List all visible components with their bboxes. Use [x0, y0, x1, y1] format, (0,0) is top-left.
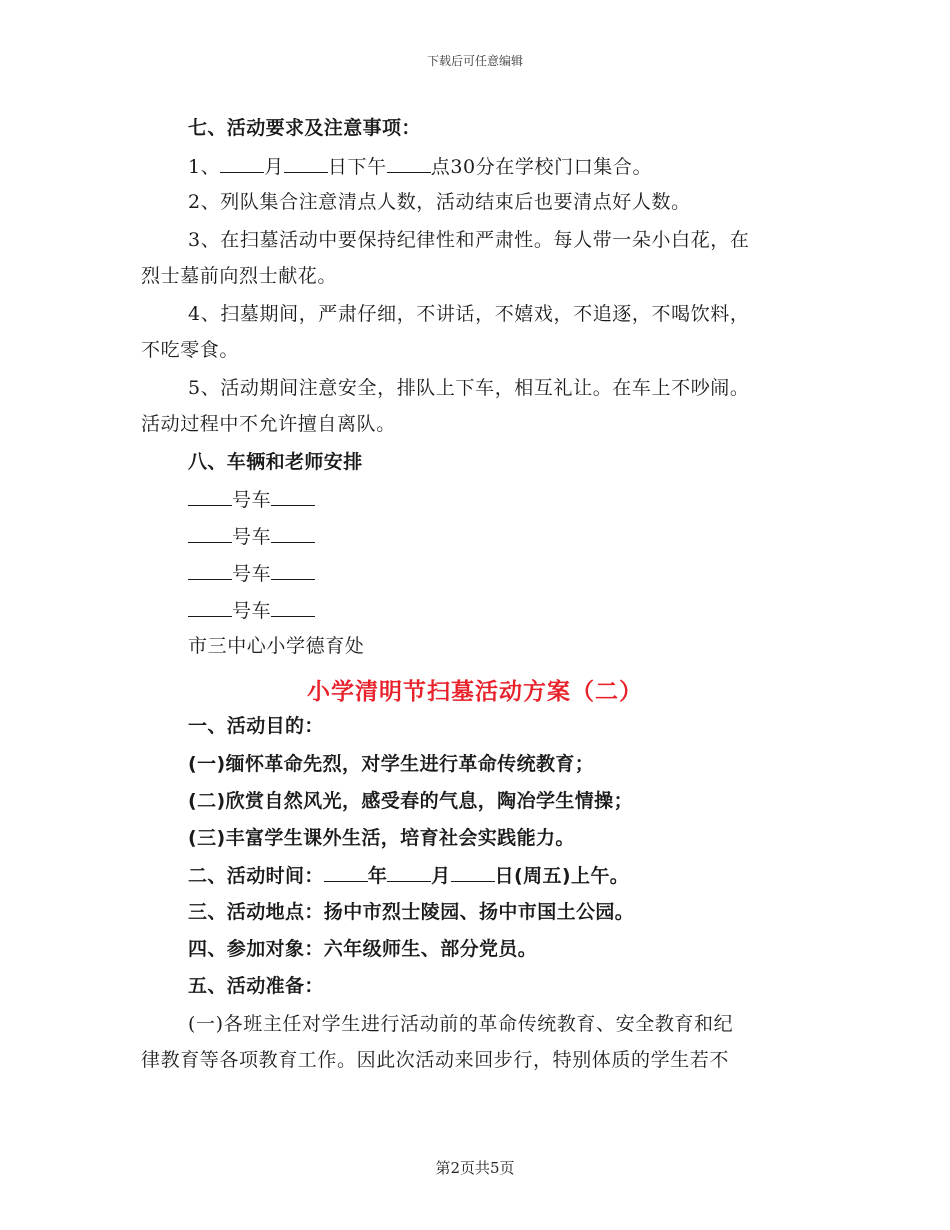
page-footer: 第2页共5页 — [435, 1159, 515, 1177]
car-label: 号车 — [232, 600, 272, 622]
blank-car-number — [188, 598, 232, 617]
section-1-heading: 一、活动目的： — [188, 715, 324, 737]
blank-teacher — [271, 598, 315, 617]
blank-day — [284, 154, 328, 173]
car-label: 号车 — [232, 563, 272, 585]
requirement-item-3-line-2: 烈士墓前向烈士献花。 — [141, 265, 338, 287]
car-row-1 — [188, 487, 315, 512]
section-4-participants: 四、参加对象：六年级师生、部分党员。 — [188, 938, 538, 960]
blank-car-number — [188, 487, 232, 506]
car-row-3 — [188, 561, 315, 586]
blank-hour — [387, 154, 431, 173]
document-2-title: 小学清明节扫墓活动方案（二） — [307, 679, 643, 705]
page-header: 下载后可任意编辑 — [426, 54, 523, 68]
blank-year — [324, 863, 368, 882]
blank-month — [220, 154, 264, 173]
item-1-rest: 点30分在学校门口集合。 — [430, 156, 653, 178]
item-1-prefix: 1、 — [188, 156, 221, 178]
blank-teacher — [271, 487, 315, 506]
time-month: 月 — [431, 865, 451, 887]
blank-car-number — [188, 561, 232, 580]
car-row-4 — [188, 598, 315, 623]
purpose-item-1: (一)缅怀革命先烈，对学生进行革命传统教育； — [188, 753, 595, 775]
preparation-paragraph-line-2: 律教育等各项教育工作。因此次活动来回步行，特别体质的学生若不 — [141, 1049, 730, 1071]
preparation-paragraph-line-1: (一)各班主任对学生进行活动前的革命传统教育、安全教育和纪 — [188, 1013, 734, 1035]
requirement-item-4-line-1: 4、扫墓期间，严肃仔细，不讲话，不嬉戏，不追逐，不喝饮料， — [188, 303, 750, 325]
car-label: 号车 — [232, 526, 272, 548]
car-label: 号车 — [232, 489, 272, 511]
section-5-heading: 五、活动准备： — [188, 975, 324, 997]
blank-day — [451, 863, 495, 882]
requirement-item-2: 2、列队集合注意清点人数，活动结束后也要清点好人数。 — [188, 191, 691, 213]
item-1-afternoon: 日下午 — [327, 156, 387, 178]
section-8-heading: 八、车辆和老师安排 — [188, 451, 363, 473]
item-1-month: 月 — [264, 156, 284, 178]
requirement-item-4-line-2: 不吃零食。 — [141, 339, 240, 361]
requirement-item-1 — [188, 154, 652, 179]
car-row-2 — [188, 524, 315, 549]
requirement-item-5-line-1: 5、活动期间注意安全，排队上下车，相互礼让。在车上不吵闹。 — [188, 377, 750, 399]
requirement-item-3-line-1: 3、在扫墓活动中要保持纪律性和严肃性。每人带一朵小白花，在 — [188, 229, 750, 251]
section-7-heading: 七、活动要求及注意事项： — [188, 117, 421, 139]
section-2-time — [188, 863, 629, 888]
time-prefix: 二、活动时间： — [188, 865, 324, 887]
blank-teacher — [271, 561, 315, 580]
purpose-item-3: (三)丰富学生课外生活，培育社会实践能力。 — [188, 827, 575, 849]
section-3-location: 三、活动地点：扬中市烈士陵园、扬中市国土公园。 — [188, 901, 635, 923]
blank-month — [387, 863, 431, 882]
blank-car-number — [188, 524, 232, 543]
blank-teacher — [271, 524, 315, 543]
requirement-item-5-line-2: 活动过程中不允许擅自离队。 — [141, 413, 396, 435]
purpose-item-2: (二)欣赏自然风光，感受春的气息，陶冶学生情操； — [188, 790, 633, 812]
signature: 市三中心小学德育处 — [188, 635, 365, 657]
time-day: 日(周五)上午。 — [494, 865, 630, 887]
time-year: 年 — [367, 865, 388, 887]
